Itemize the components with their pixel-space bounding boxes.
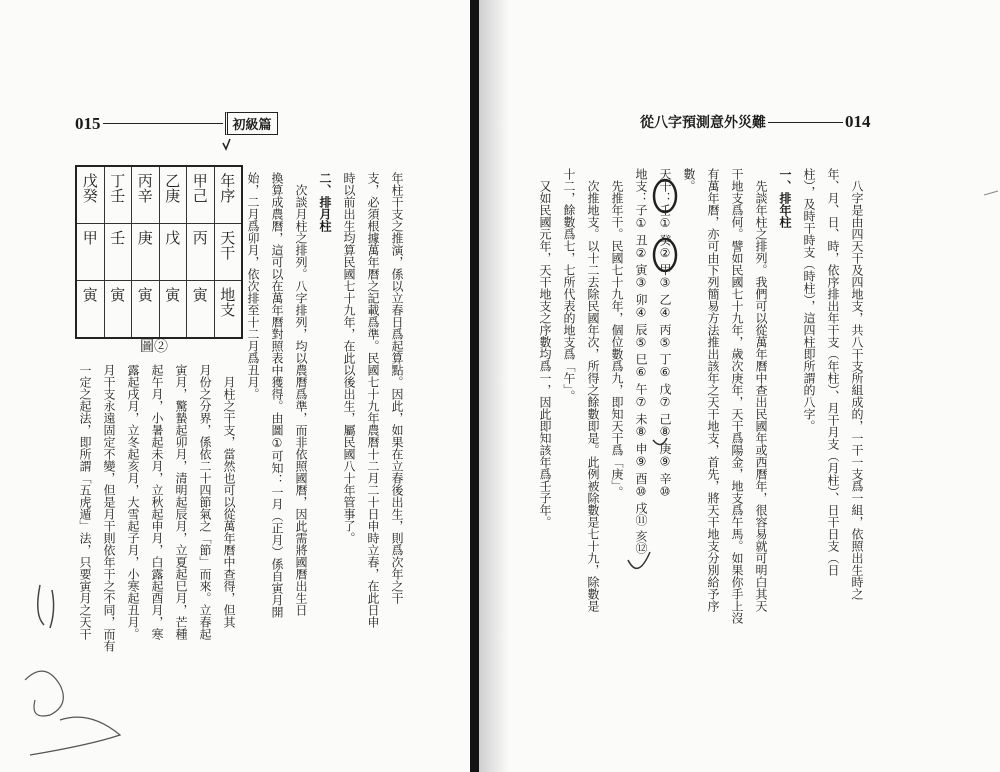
text-column: 先談年柱之排列。我們可以從萬年曆中查出民國年或西曆年，很容易就可明白其天 [754, 168, 768, 612]
table-cell: 丙 [190, 230, 209, 245]
text-column: 先推年干。民國七十九年，個位數爲九，即知天干爲「庚」。 [610, 168, 624, 498]
page-gutter-shadow [479, 0, 509, 772]
table-cell: 甲己 [190, 173, 209, 203]
text-column: 年、月、日、時，依序排出年干支（年柱）、月干月支（月柱）、日干日支（日 [826, 168, 840, 576]
text-column: 時以前出生均算民國七十九年，在此以後出生，屬民國八十年管事了。 [342, 172, 356, 544]
table-column [77, 167, 104, 337]
header-rule [103, 123, 223, 124]
table-cell: 地支 [218, 287, 237, 317]
pen-scribble [25, 671, 120, 755]
table-cell: 寅 [163, 287, 182, 302]
table-cell: 壬 [108, 230, 127, 245]
text-column: 始，二月爲卯月，依次排至十二月爲丑月。 [246, 172, 260, 400]
text-column: 年柱干支之推演，係以立春日爲起算點。因此，如果在立春後出生，則爲次年之干 [390, 172, 404, 604]
pen-scribble [38, 585, 54, 628]
left-page-header [75, 112, 278, 135]
table-column [159, 167, 187, 337]
stem-sequence-list: 天干：壬① 癸② 甲③ 乙④ 丙⑤ 丁⑥ 戊⑦ 己⑧ 庚⑨ 辛⑩ [658, 168, 672, 499]
table-cell: 寅 [108, 287, 127, 302]
table-cell: 戊 [163, 230, 182, 245]
year-month-stem-table [75, 165, 243, 339]
figure-caption: 圖② [140, 339, 168, 355]
branch-sequence-list: 地支：子① 丑② 寅③ 卯④ 辰⑤ 巳⑥ 午⑦ 未⑧ 申⑨ 酉⑩ 戌⑪ 亥⑫ [634, 168, 648, 554]
text-column: 干地支爲何。譬如民國七十九年，歲次庚年，天干爲陽金，地支爲午馬。如果你手上沒 [730, 168, 744, 624]
running-title: 從八字預測意外災難 [640, 115, 766, 131]
text-column: 又如民國元年，天干地支之序數均爲一，因此即知該年爲壬子年。 [538, 168, 552, 528]
text-column: 月干支永遠固定不變，但是月干則依年干之不同，而有 [102, 364, 116, 652]
table-column [214, 167, 242, 337]
text-column: 露起戌月，立冬起亥月，大雪起子月，小寒起丑月。 [126, 364, 140, 640]
text-column: 起午月，小暑起未月，立秋起申月，白露起酉月，寒 [150, 364, 164, 640]
section-heading: 一、排年柱 [778, 168, 792, 228]
book-spine [470, 0, 479, 772]
text-column: 換算成農曆，這可以在萬年曆對照表中獲得。由圖①可知：一月（正月）係自寅月開 [270, 172, 284, 618]
text-column: 寅月，驚蟄起卯月，清明起辰月，立夏起巳月，芒種 [174, 364, 188, 640]
text-column: 數。 [682, 168, 696, 192]
text-column: 柱），及時干時支（時柱），這四柱即所謂的八字。 [802, 168, 816, 432]
page-number: 014 [845, 112, 871, 131]
text-column: 十二，餘數爲七，七所代表的地支爲「午」。 [562, 168, 576, 402]
text-column: 次談月柱之排列。八字排列，均以農曆爲準，而非依照國曆，因此需將國曆出生日 [294, 172, 308, 616]
table-cell: 年序 [218, 173, 237, 203]
text-column: 月份之分界，係依二十四節氣之「節」而來。立春起 [198, 364, 212, 640]
table-cell: 庚 [135, 230, 154, 245]
section-heading: 二、排月柱 [318, 172, 332, 232]
right-page-header [640, 112, 871, 132]
table-column [104, 167, 132, 337]
table-cell: 丁壬 [108, 173, 127, 203]
section-tag: 初級篇 [225, 112, 278, 135]
table-cell: 寅 [190, 287, 209, 302]
text-column: 次推地支。以十二去除民國年次，所得之餘數即是。此例被除數是七十九，除數是 [586, 168, 600, 612]
text-column: 有萬年曆，亦可由下列簡易方法推出該年之天干地支，首先，將天干地支分別給予序 [706, 168, 720, 612]
table-cell: 乙庚 [163, 173, 182, 203]
table-cell: 寅 [80, 287, 99, 302]
text-column: 支，必須根據萬年曆之記載爲準。民國七十九年農曆十二月二十日申時立春，在此日申 [366, 172, 380, 628]
page-number: 015 [75, 113, 101, 133]
table-cell: 甲 [80, 230, 99, 245]
table-cell: 丙辛 [135, 173, 154, 203]
text-column: 一定之起法，即所謂「五虎遁」法，只要寅月之天干 [78, 364, 92, 640]
table-cell: 寅 [135, 287, 154, 302]
text-column: 八字是由四天干及四地支，共八干支所組成的，一干一支爲一組，依照出生時之 [850, 168, 864, 600]
pen-check-mark [223, 139, 230, 149]
table-column [131, 167, 159, 337]
table-cell: 天干 [218, 230, 237, 260]
pen-check-mark [628, 552, 650, 568]
table-column [186, 167, 214, 337]
text-column: 月柱之干支，當然也可以從萬年曆中查得，但其 [222, 364, 236, 628]
pen-stroke [984, 191, 998, 195]
header-rule [768, 122, 843, 123]
table-cell: 戊癸 [80, 173, 99, 203]
